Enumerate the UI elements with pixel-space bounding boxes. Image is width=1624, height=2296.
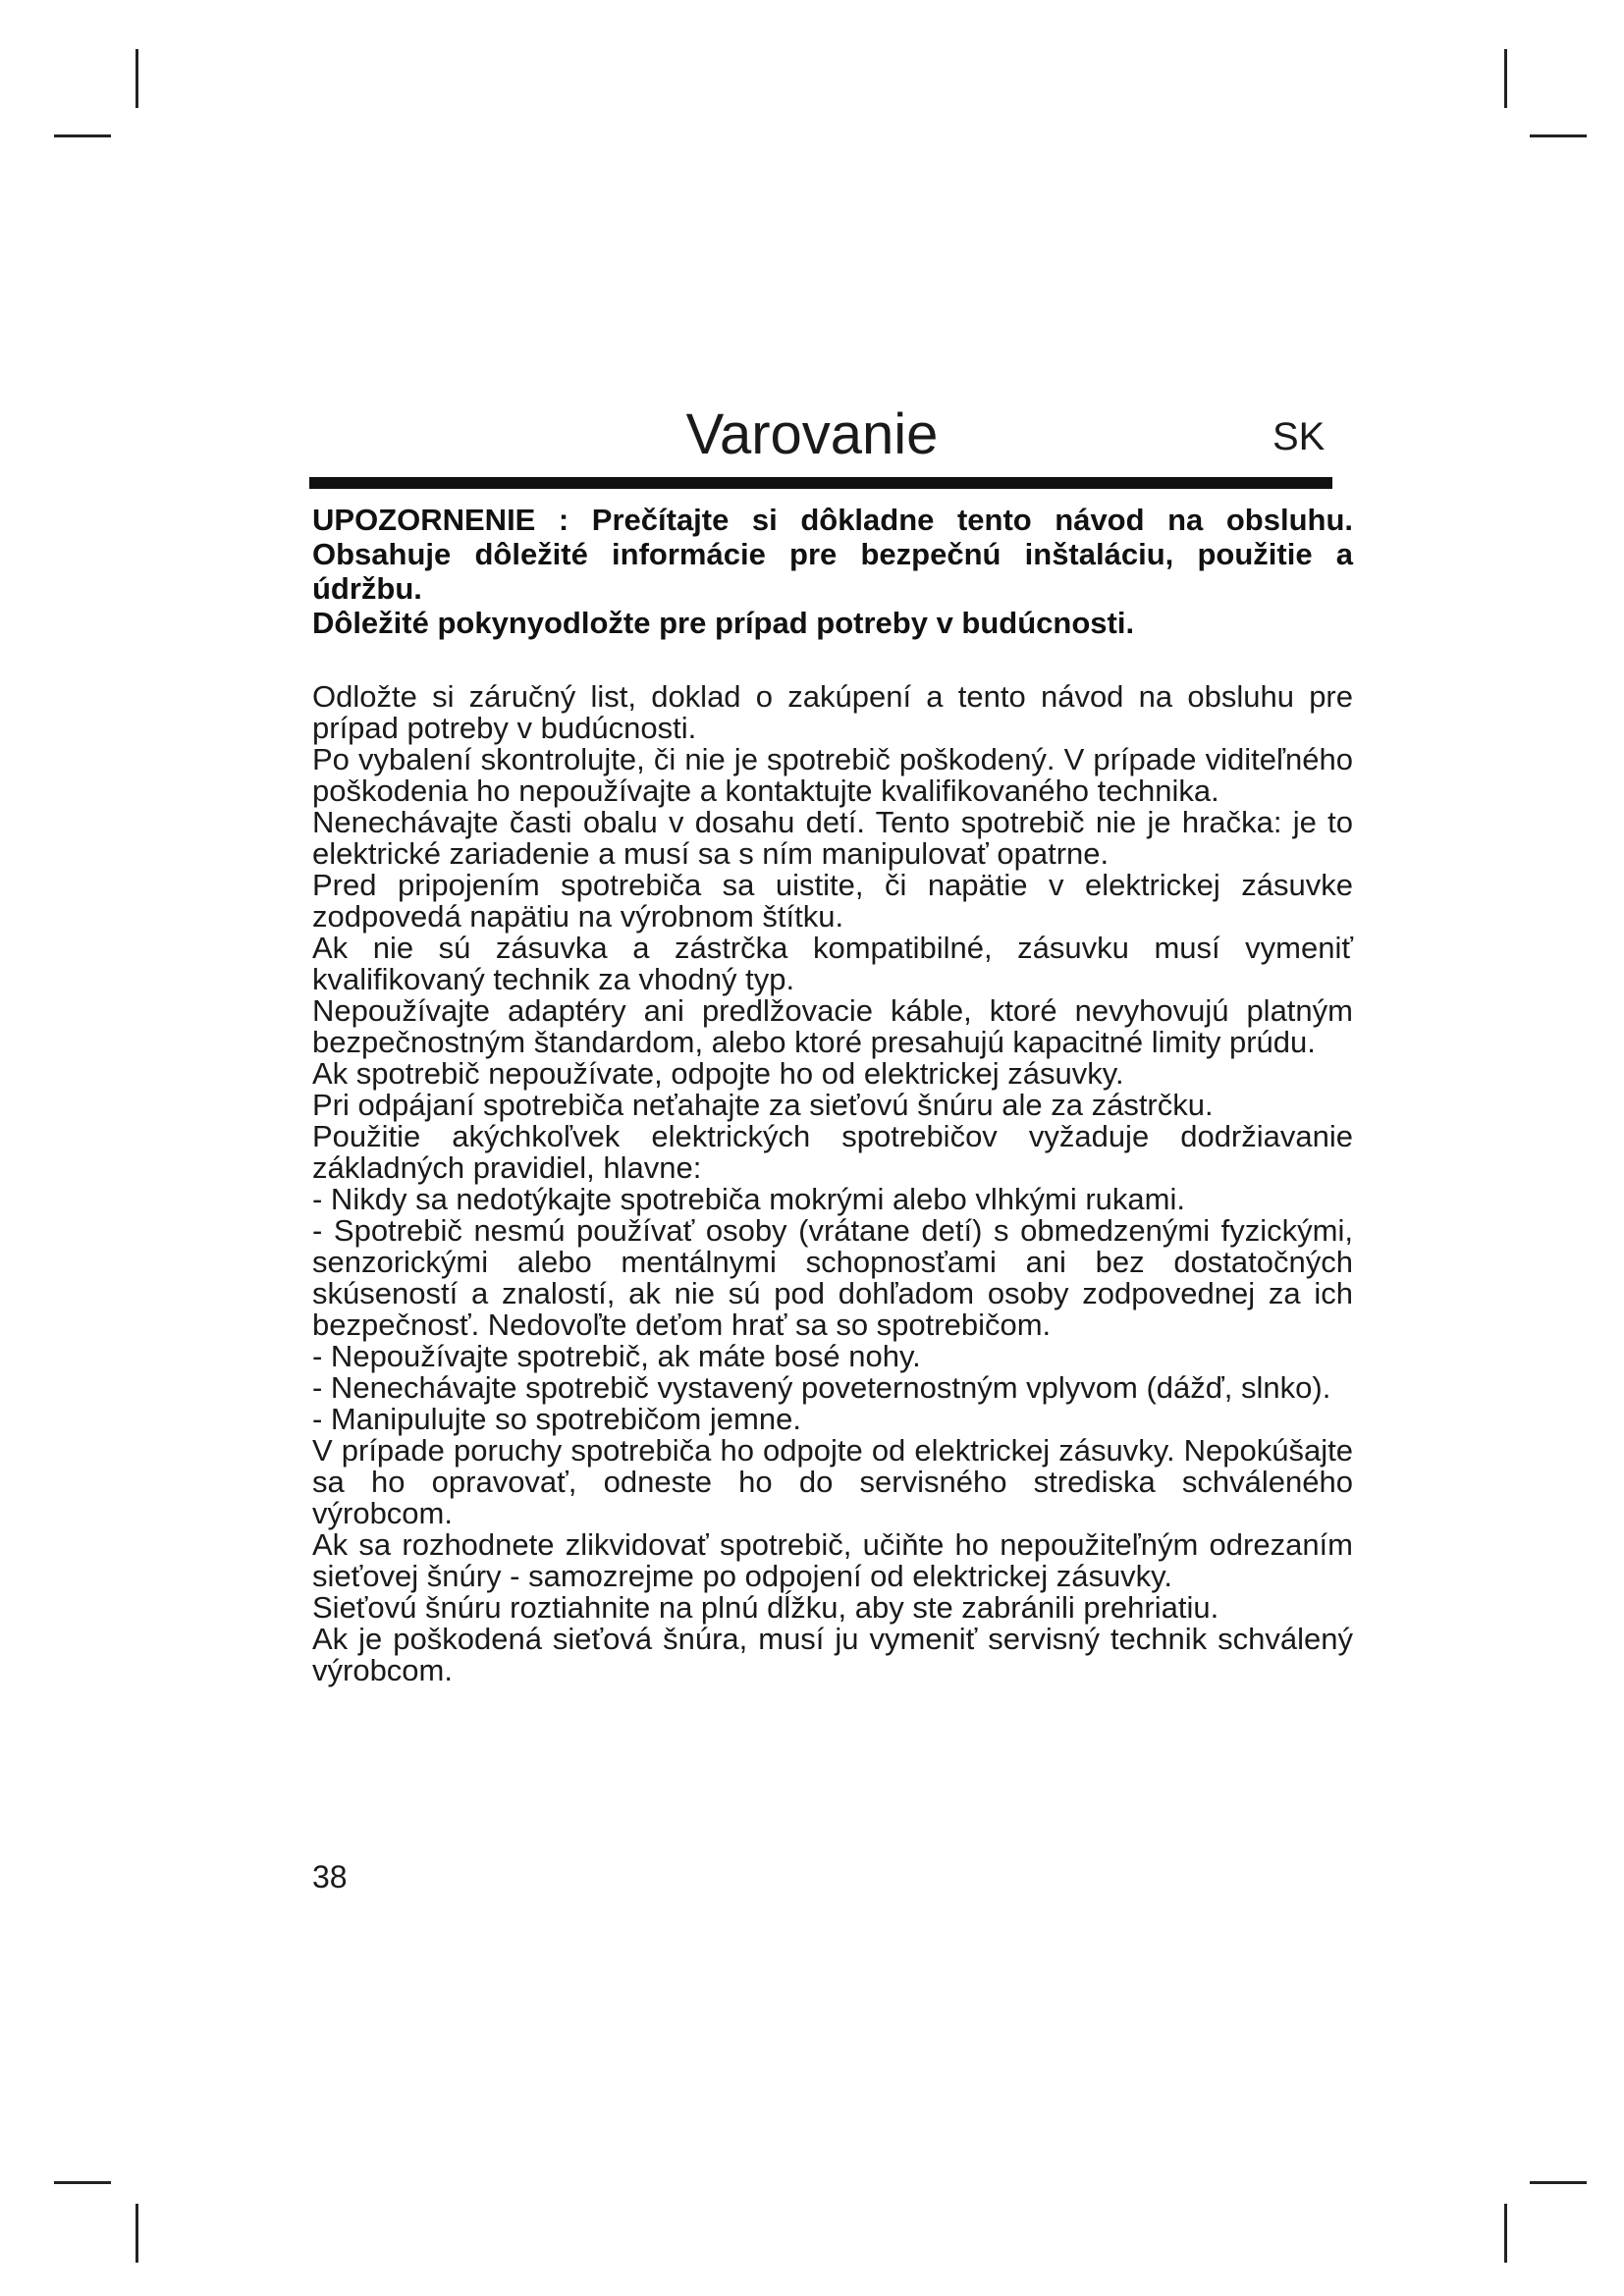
paragraph: V prípade poruchy spotrebiča ho odpojte od elektrickej zásuvky. Nepokúšajte sa ho opravovať, odneste ho do servisného strediska schváleného výrobcom.: [312, 1433, 1353, 1530]
paragraph: Po vybalení skontrolujte, či nie je spotrebič poškodený. V prípade viditeľného poškodenia ho nepoužívajte a kontaktujte kvalifikovaného technika.: [312, 742, 1353, 808]
crop-mark: [135, 49, 138, 108]
paragraph: Odložte si záručný list, doklad o zakúpení a tento návod na obsluhu pre prípad potreby v budúcnosti.: [312, 679, 1353, 745]
crop-mark: [54, 2181, 111, 2184]
paragraph: - Spotrebič nesmú používať osoby (vrátane detí) s obmedzenými fyzickými, senzorickými alebo mentálnymi schopnosťami ani bez dostatočných skúseností a znalostí, ak nie sú pod dohľadom osoby zodpovednej za ich bezpečnosť. Nedovoľte deťom hrať sa so spotrebičom.: [312, 1213, 1353, 1342]
paragraph: Pri odpájaní spotrebiča neťahajte za sieťovú šnúru ale za zástrčku.: [312, 1088, 1214, 1122]
warning-intro: [312, 503, 1353, 640]
crop-mark: [54, 134, 111, 137]
paragraph: Pred pripojením spotrebiča sa uistite, či napätie v elektrickej zásuvke zodpovedá napätiu na výrobnom štítku.: [312, 868, 1353, 934]
paragraph: Použitie akýchkoľvek elektrických spotrebičov vyžaduje dodržiavanie základných pravidiel, hlavne:: [312, 1119, 1353, 1185]
paragraph: - Nenechávajte spotrebič vystavený poveternostným vplyvom (dážď, slnko).: [312, 1370, 1331, 1405]
paragraph: Ak spotrebič nepoužívate, odpojte ho od elektrickej zásuvky.: [312, 1056, 1124, 1091]
crop-mark: [1530, 2181, 1587, 2184]
paragraph: - Manipulujte so spotrebičom jemne.: [312, 1402, 801, 1436]
language-code: SK: [1272, 415, 1326, 458]
intro-keep-instructions: Dôležité pokynyodložte pre prípad potreby v budúcnosti.: [312, 606, 1135, 640]
paragraph: Nenechávajte časti obalu v dosahu detí. Tento spotrebič nie je hračka: je to elektrické zariadenie a musí sa s ním manipulovať opatrne.: [312, 805, 1353, 871]
paragraph: Ak sa rozhodnete zlikvidovať spotrebič, učiňte ho nepoužiteľným odrezaním sieťovej šnúry - samozrejme po odpojení od elektrickej zásuvky.: [312, 1527, 1353, 1593]
paragraph: Nepoužívajte adaptéry ani predlžovacie káble, ktoré nevyhovujú platným bezpečnostným štandardom, alebo ktoré presahujú kapacitné limity prúdu.: [312, 993, 1353, 1059]
crop-mark: [135, 2204, 138, 2263]
intro-warning: UPOZORNENIE : Prečítajte si dôkladne tento návod na obsluhu. Obsahuje dôležité informácie pre bezpečnú inštaláciu, použitie a údržbu.: [312, 503, 1353, 606]
page-title: Varovanie: [685, 402, 939, 466]
warning-content: [312, 503, 1353, 1686]
paragraph: Ak nie sú zásuvka a zástrčka kompatibilné, zásuvku musí vymeniť kvalifikovaný technik za vhodný typ.: [312, 931, 1353, 996]
page-number: 38: [312, 1859, 348, 1895]
crop-mark: [1504, 2204, 1507, 2263]
crop-mark: [1530, 134, 1587, 137]
paragraph: Ak je poškodená sieťová šnúra, musí ju vymeniť servisný technik schválený výrobcom.: [312, 1622, 1353, 1687]
crop-mark: [1504, 49, 1507, 108]
safety-instructions: [312, 681, 1353, 1686]
paragraph: Sieťovú šnúru roztiahnite na plnú dĺžku, aby ste zabránili prehriatiu.: [312, 1590, 1219, 1625]
paragraph: - Nikdy sa nedotýkajte spotrebiča mokrými alebo vlhkými rukami.: [312, 1182, 1185, 1216]
title-rule: [309, 477, 1332, 489]
paragraph: - Nepoužívajte spotrebič, ak máte bosé nohy.: [312, 1339, 921, 1373]
